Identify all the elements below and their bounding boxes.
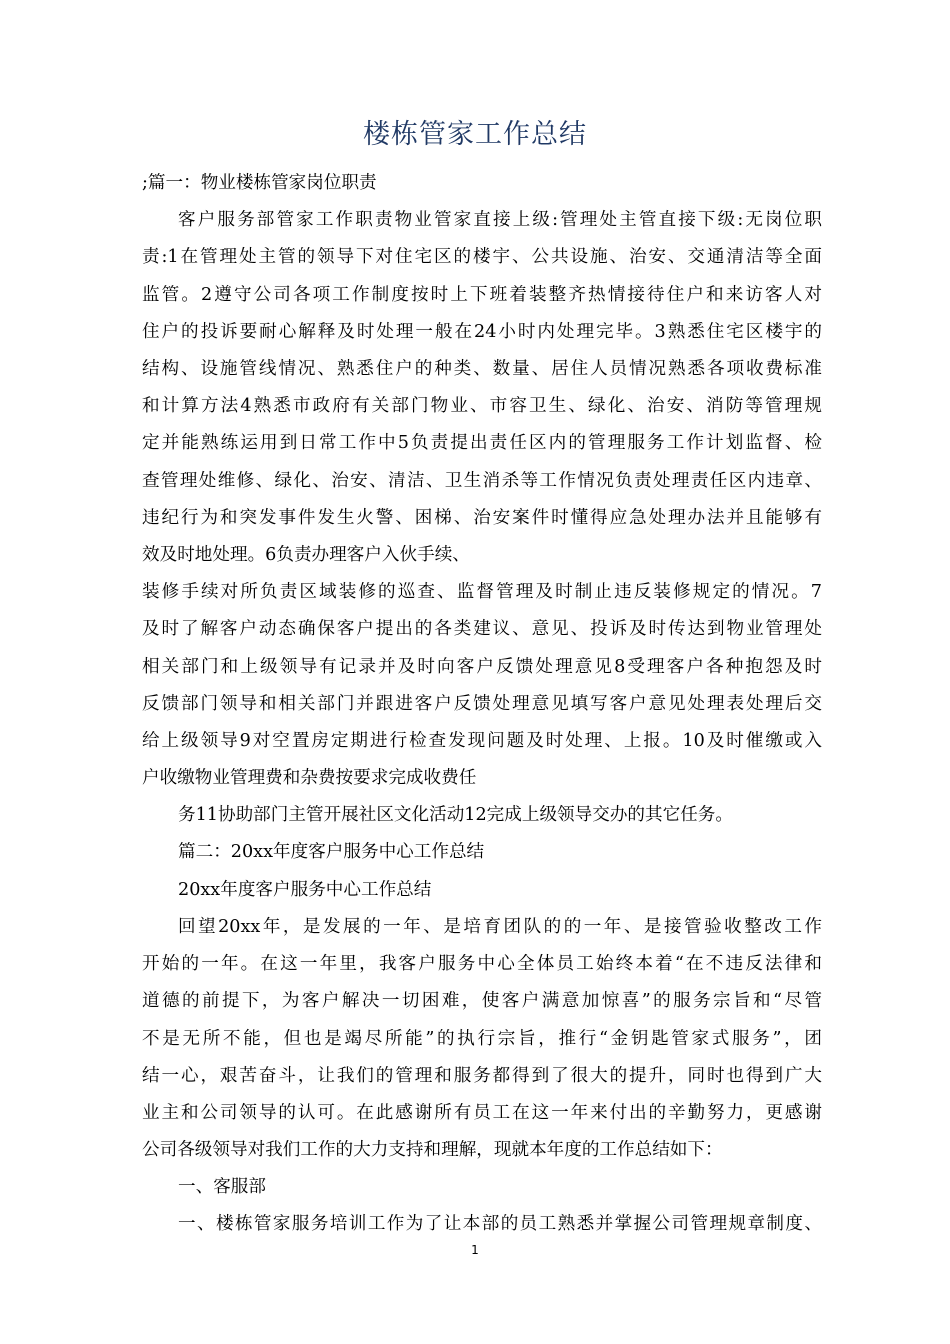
- paragraph-line: 效及时地处理。6负责办理客户入伙手续、: [142, 545, 470, 565]
- paragraph-line: 住户的投诉要耐心解释及时处理一般在24小时内处理完毕。3熟悉住宅区楼宇的: [142, 322, 822, 342]
- paragraph-line: 反馈部门领导和相关部门并跟进客户反馈处理意见填写客户意见处理表处理后交: [142, 694, 822, 714]
- paragraph-line: 一、楼栋管家服务培训工作为了让本部的员工熟悉并掌握公司管理规章制度、: [178, 1214, 822, 1234]
- paragraph-line: 户收缴物业管理费和杂费按要求完成收费任: [142, 768, 477, 788]
- paragraph-line: 和计算方法4熟悉市政府有关部门物业、市容卫生、绿化、治安、消防等管理规: [142, 396, 822, 416]
- section-two-subtitle: 20xx年度客户服务中心工作总结: [178, 880, 432, 900]
- paragraph-line: 查管理处维修、绿化、治安、清洁、卫生消杀等工作情况负责处理责任区内违章、: [142, 471, 822, 491]
- paragraph-line: 结构、设施管线情况、熟悉住户的种类、数量、居住人员情况熟悉各项收费标准: [142, 359, 822, 379]
- document-title: 楼栋管家工作总结: [363, 119, 587, 150]
- paragraph-line: 定并能熟练运用到日常工作中5负责提出责任区内的管理服务工作计划监督、检: [142, 433, 822, 453]
- paragraph-line: 不是无所不能，但也是竭尽所能”的执行宗旨，推行“金钥匙管家式服务”，团: [142, 1029, 822, 1049]
- section-two-heading: 篇二：20xx年度客户服务中心工作总结: [178, 842, 485, 862]
- subsection-heading: 一、客服部: [178, 1177, 266, 1197]
- paragraph-line: 装修手续对所负责区域装修的巡查、监督管理及时制止违反装修规定的情况。7: [142, 582, 822, 602]
- paragraph-line: 结一心，艰苦奋斗，让我们的管理和服务都得到了很大的提升，同时也得到广大: [142, 1066, 822, 1086]
- paragraph-line: 业主和公司领导的认可。在此感谢所有员工在这一年来付出的辛勤努力，更感谢: [142, 1103, 822, 1123]
- paragraph-line: 监管。2遵守公司各项工作制度按时上下班着装整齐热情接待住户和来访客人对: [142, 285, 822, 305]
- paragraph-line: 给上级领导9对空置房定期进行检查发现问题及时处理、上报。10及时催缴或入: [142, 731, 822, 751]
- paragraph-line: 相关部门和上级领导有记录并及时向客户反馈处理意见8受理客户各种抱怨及时: [142, 657, 822, 677]
- paragraph-line: 开始的一年。在这一年里，我客户服务中心全体员工始终本着“在不违反法律和: [142, 954, 822, 974]
- paragraph-line: 务11协助部门主管开展社区文化活动12完成上级领导交办的其它任务。: [178, 805, 733, 825]
- paragraph-line: 公司各级领导对我们工作的大力支持和理解，现就本年度的工作总结如下：: [142, 1140, 723, 1160]
- paragraph-line: 责:1在管理处主管的领导下对住宅区的楼宇、公共设施、治安、交通清洁等全面: [142, 247, 822, 267]
- section-one-heading: ;篇一：物业楼栋管家岗位职责: [142, 173, 377, 193]
- page-number: 1: [471, 1243, 479, 1257]
- paragraph-line: 违纪行为和突发事件发生火警、困梯、治安案件时懂得应急处理办法并且能够有: [142, 508, 822, 528]
- paragraph-line: 及时了解客户动态确保客户提出的各类建议、意见、投诉及时传达到物业管理处: [142, 619, 822, 639]
- paragraph-line: 道德的前提下，为客户解决一切困难，使客户满意加惊喜”的服务宗旨和“尽管: [142, 991, 822, 1011]
- paragraph-line: 客户服务部管家工作职责物业管家直接上级:管理处主管直接下级:无岗位职: [178, 210, 822, 230]
- paragraph-line: 回望20xx年，是发展的一年、是培育团队的的一年、是接管验收整改工作: [178, 917, 822, 937]
